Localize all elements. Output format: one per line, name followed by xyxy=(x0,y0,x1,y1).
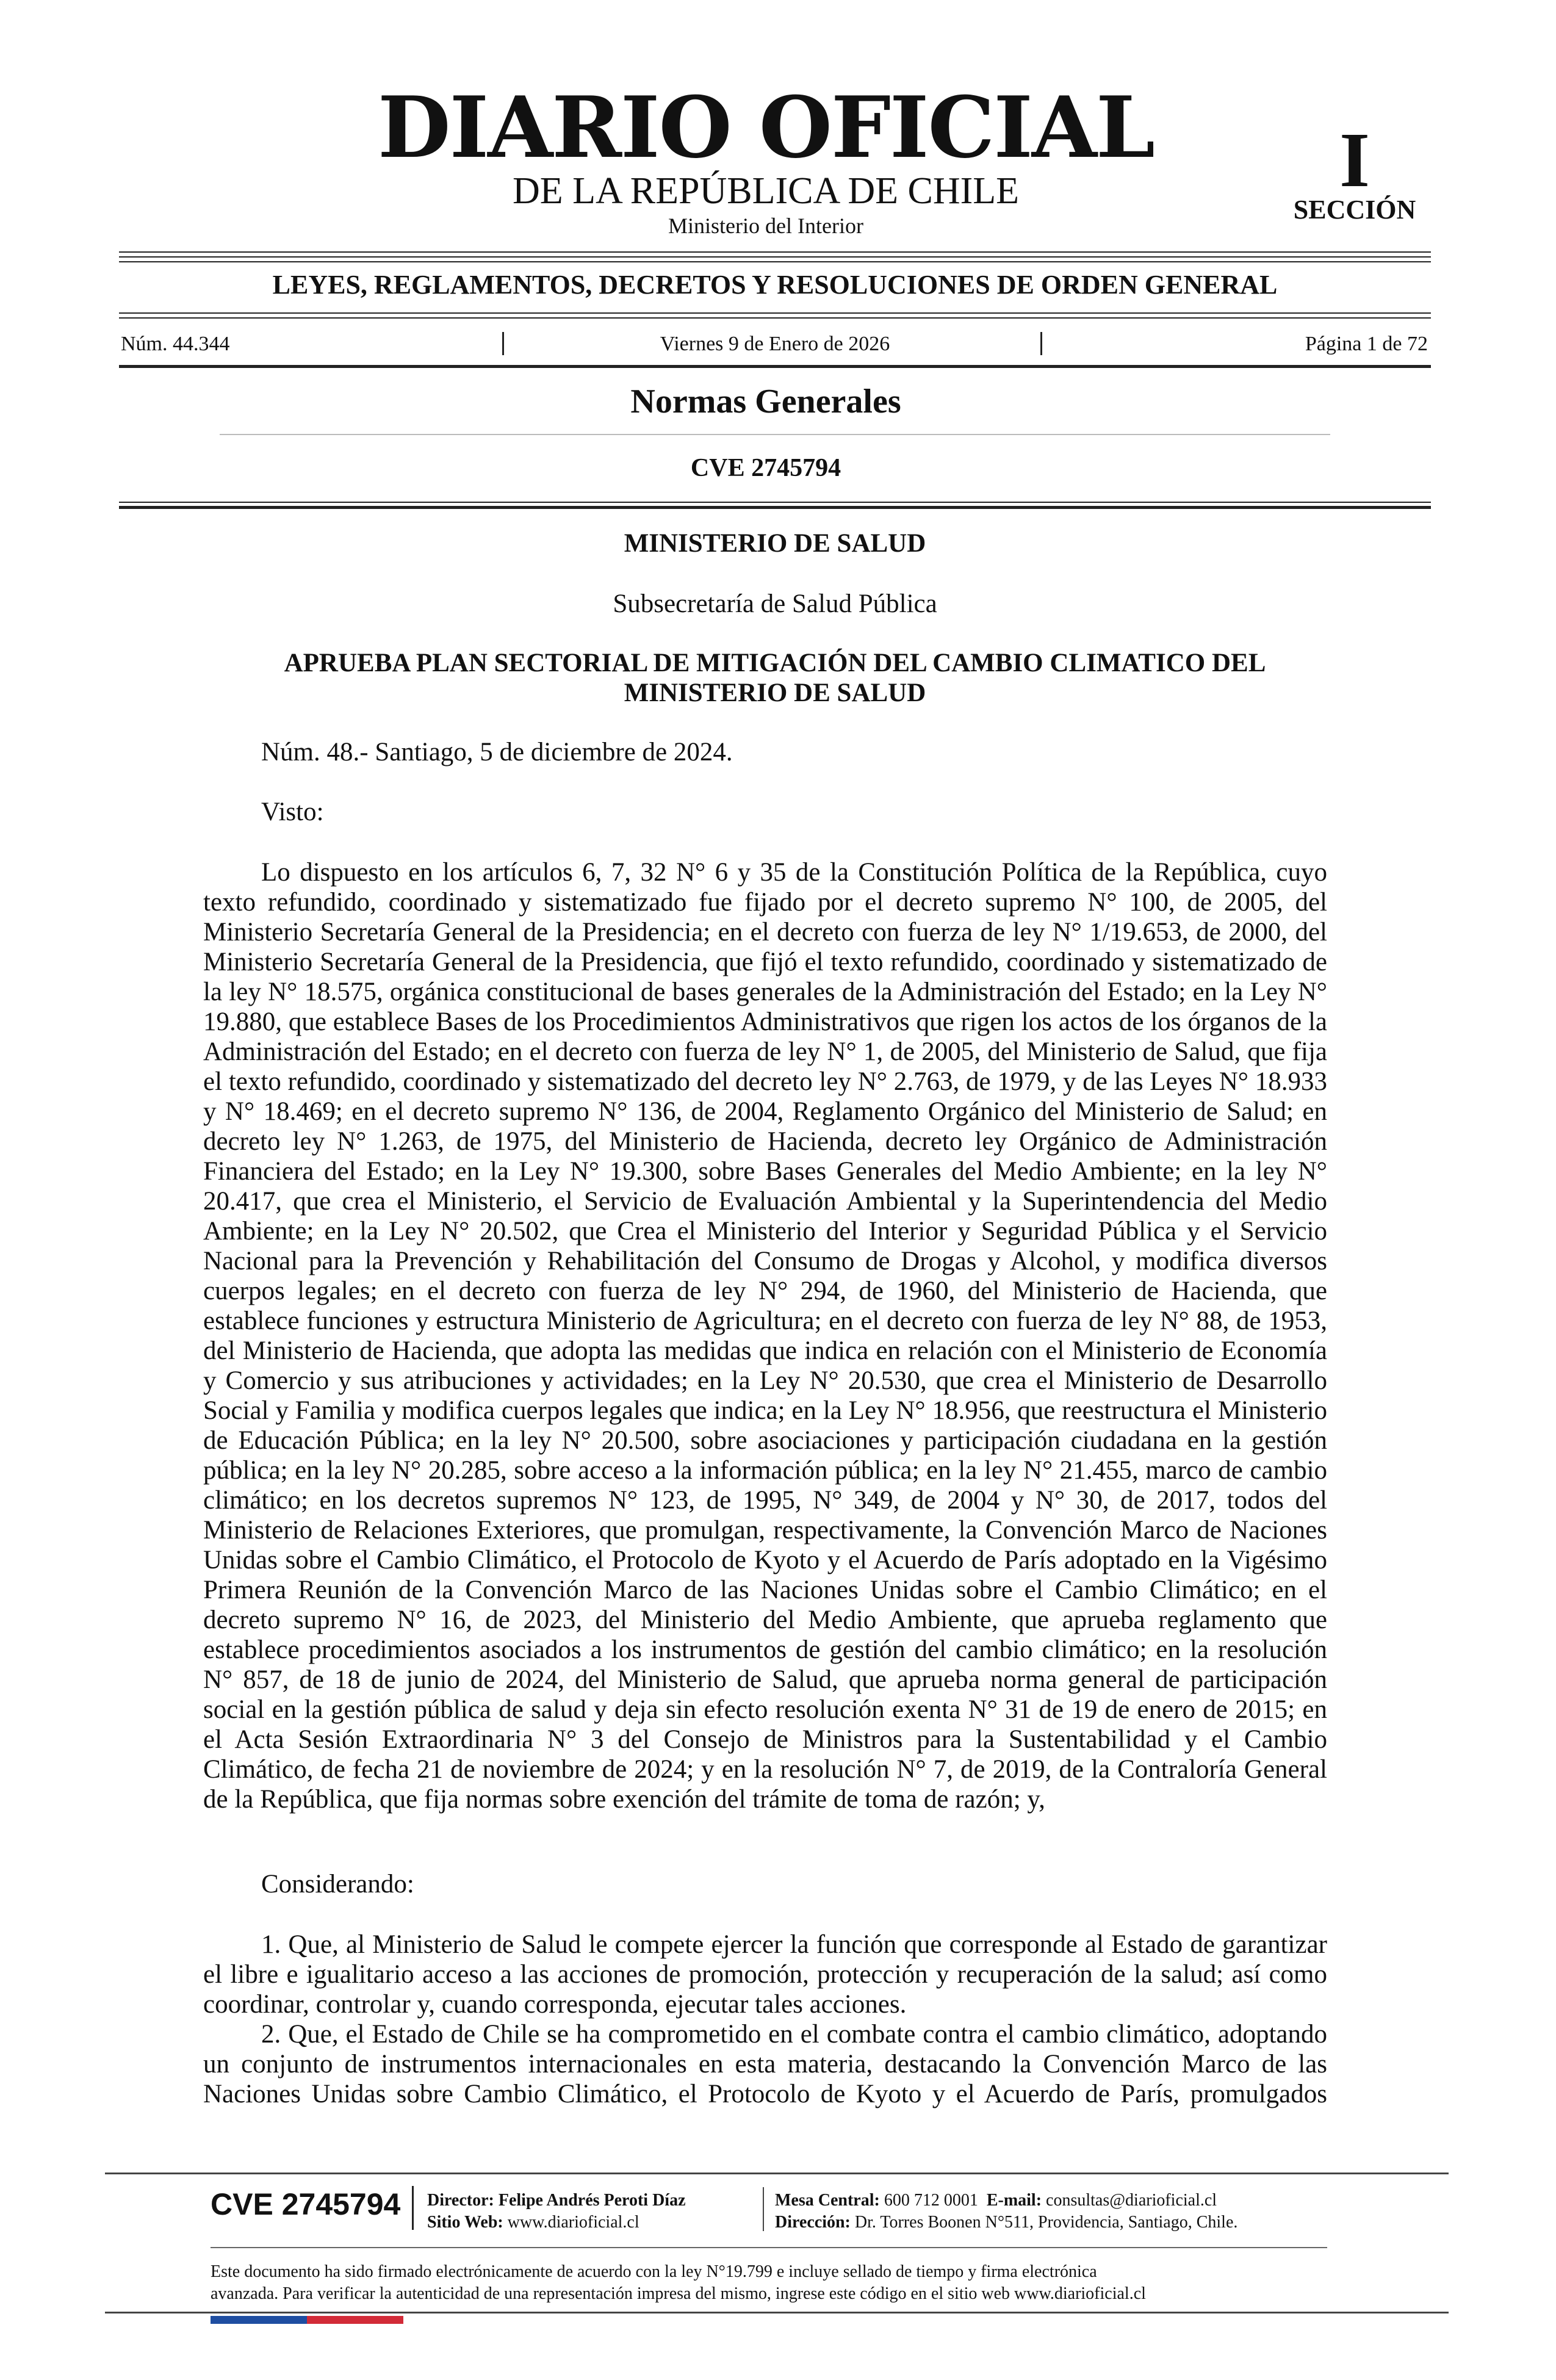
footer-phone-label: Mesa Central: xyxy=(775,2191,880,2210)
footer-director xyxy=(427,2190,686,2212)
footer-website xyxy=(427,2212,639,2234)
footer-web-label: Sitio Web: xyxy=(427,2213,503,2232)
footer-phone: 600 712 0001 xyxy=(884,2191,978,2210)
footer-director-name: Felipe Andrés Peroti Díaz xyxy=(498,2191,686,2210)
info-rule xyxy=(119,365,1431,368)
banner-leyes: LEYES, REGLAMENTOS, DECRETOS Y RESOLUCIONES DE ORDEN GENERAL xyxy=(272,270,1278,300)
section-number: I xyxy=(1339,117,1370,203)
document-cve: CVE 2745794 xyxy=(690,454,841,482)
footer-address-label: Dirección: xyxy=(775,2213,851,2232)
footer-separator-2 xyxy=(763,2187,764,2231)
masthead-subtitle: DE LA REPÚBLICA DE CHILE xyxy=(512,170,1020,212)
masthead-ministry: Ministerio del Interior xyxy=(668,214,863,238)
footer-rule-bottom xyxy=(105,2312,1449,2313)
visto-paragraph: Lo dispuesto en los artículos 6, 7, 32 N° 6 y 35 de la Constitución Política de la República, cuyo texto refundido, coordinado y sistematizado fue fijado por el decreto supremo N° 100, de 2005, del Ministerio Secretaría General de la Presidencia; en el decreto con fuerza de ley N° 1/19.653, de 2000, del Ministerio Secretaría General de la Presidencia, que fijó el texto refundido, coordinado y sistematizado de la ley N° 18.575, orgánica constitucional de bases generales de la Administración del Estado; en la Ley N° 19.880, que establece Bases de los Procedimientos Administrativos que rigen los actos de los órganos de la Administración del Estado; en el decreto con fuerza de ley N° 1, de 2005, del Ministerio de Salud, que fija el texto refundido, coordinado y sistematizado del decreto ley N° 2.763, de 1979, y de las Leyes N° 18.933 y N° 18.469; en el decreto supremo N° 136, de 2004, Reglamento Orgánico del Ministerio de Salud; en decreto ley N° 1.263, de 1975, del Ministerio de Hacienda, decreto ley Orgánico de Administración Financiera del Estado; en la Ley N° 19.300, sobre Bases Generales del Medio Ambiente; en la ley N° 20.417, que crea el Ministerio, el Servicio de Evaluación Ambiental y la Superintendencia del Medio Ambiente; en la Ley N° 20.502, que Crea el Ministerio del Interior y Seguridad Pública y el Servicio Nacional para la Prevención y Rehabilitación del Consumo de Drogas y Alcohol, y modifica diversos cuerpos legales; en el decreto con fuerza de ley N° 294, de 1960, del Ministerio de Hacienda, que establece funciones y estructura Ministerio de Agricultura; en el decreto con fuerza de ley N° 88, de 1953, del Ministerio de Hacienda, que adopta las medidas que indica en relación con el Ministerio de Economía y Comercio y sus atribuciones y actividades; en la Ley N° 20.530, que crea el Ministerio de Desarrollo Social y Familia y modifica cuerpos legales que indica; en la Ley N° 18.956, que reestructura el Ministerio de Educación Pública; en la ley N° 20.500, sobre asociaciones y participación ciudadana en la gestión pública; en la ley N° 20.285, sobre acceso a la información pública; en la ley N° 21.455, marco de cambio climático; en los decretos supremos N° 123, de 1995, N° 349, de 2004 y N° 30, de 2017, todos del Ministerio de Relaciones Exteriores, que promulgan, respectivamente, la Convención Marco de Naciones Unidas sobre el Cambio Climático, el Protocolo de Kyoto y el Acuerdo de París adoptado en la Vigésimo Primera Reunión de la Convención Marco de las Naciones Unidas sobre el Cambio Climático; en el decreto supremo N° 16, de 2023, del Ministerio del Medio Ambiente, que aprueba reglamento que establece procedimientos asociados a los instrumentos de gestión del cambio climático; en la resolución N° 857, de 18 de junio de 2024, del Ministerio de Salud, que aprueba norma general de participación social en la gestión pública de salud y deja sin efecto resolución exenta N° 31 de 19 de enero de 2015; en el Acta Sesión Extraordinaria N° 3 del Consejo de Ministros para la Sustentabilidad y el Cambio Climático, de fecha 21 de noviembre de 2024; y en la resolución N° 7, de 2019, de la Contraloría General de la República, que fija normas sobre exención del trámite de toma de razón; y, xyxy=(203,858,1327,1814)
footer-director-label: Director: xyxy=(427,2191,494,2210)
footer-address-value: Dr. Torres Boonen N°511, Providencia, Santiago, Chile. xyxy=(854,2213,1238,2232)
document-ministry: MINISTERIO DE SALUD xyxy=(624,529,926,558)
masthead-rule-top-2 xyxy=(119,256,1431,258)
flag-stripe-blue xyxy=(211,2316,307,2324)
section-heading: Normas Generales xyxy=(630,383,901,420)
footer-email[interactable]: consultas@diarioficial.cl xyxy=(1046,2191,1217,2210)
considerando-label: Considerando: xyxy=(261,1870,414,1899)
footer-rule-mid xyxy=(211,2247,1327,2248)
document-number-line: Núm. 48.- Santiago, 5 de diciembre de 2024. xyxy=(261,738,733,766)
masthead-rule-top-3 xyxy=(119,261,1431,262)
banner-rule-1 xyxy=(119,312,1431,314)
document-subsecretaria: Subsecretaría de Salud Pública xyxy=(613,590,937,618)
footer-legal-line2: avanzada. Para verificar la autenticidad de una representación impresa del mismo, ingrese este código en el sitio web www.diarioficial.cl xyxy=(211,2284,1146,2303)
footer-legal xyxy=(211,2261,1345,2305)
footer-rule-top xyxy=(105,2173,1449,2174)
footer-legal-line1: Este documento ha sido firmado electrónicamente de acuerdo con la ley N°19.799 e incluye sellado de tiempo y firma electrónica xyxy=(211,2262,1097,2281)
footer-contact xyxy=(775,2190,1217,2212)
issue-number: Núm. 44.344 xyxy=(121,333,230,355)
footer-cve: CVE 2745794 xyxy=(211,2187,401,2221)
info-separator-2 xyxy=(1040,332,1042,355)
footer-email-label: E-mail: xyxy=(986,2191,1042,2210)
considerando-2: 2. Que, el Estado de Chile se ha comprometido en el combate contra el cambio climático, adoptando un conjunto de instrumentos internacionales en esta materia, destacando la Convención Marco de las Naciones Unidas sobre Cambio Climático, el Protocolo de Kyoto y el Acuerdo de París, promulgados xyxy=(203,2020,1327,2108)
footer-web-link[interactable]: www.diarioficial.cl xyxy=(507,2213,639,2232)
section-rule-1 xyxy=(119,502,1431,503)
masthead-title: DIARIO OFICIAL xyxy=(377,78,1154,177)
section-rule-2 xyxy=(119,506,1431,509)
info-separator-1 xyxy=(502,332,504,355)
document-title-line2: MINISTERIO DE SALUD xyxy=(624,679,926,707)
section-divider xyxy=(220,434,1330,435)
considerando-1: 1. Que, al Ministerio de Salud le compete ejercer la función que corresponde al Estado de garantizar el libre e igualitario acceso a las acciones de promoción, protección y recuperación de la salud; así como coordinar, controlar y, cuando corresponda, ejecutar tales acciones. xyxy=(203,1930,1327,2019)
issue-date: Viernes 9 de Enero de 2026 xyxy=(660,333,890,355)
flag-stripe-red xyxy=(307,2316,403,2324)
footer-separator xyxy=(412,2186,414,2230)
visto-label: Visto: xyxy=(261,798,324,826)
banner-rule-2 xyxy=(119,317,1431,319)
masthead-rule-top-1 xyxy=(119,251,1431,253)
issue-page: Página 1 de 72 xyxy=(1305,333,1428,355)
document-title-line1: APRUEBA PLAN SECTORIAL DE MITIGACIÓN DEL CAMBIO CLIMATICO DEL xyxy=(284,649,1266,677)
section-label: SECCIÓN xyxy=(1293,195,1416,225)
footer-address xyxy=(775,2212,1237,2234)
